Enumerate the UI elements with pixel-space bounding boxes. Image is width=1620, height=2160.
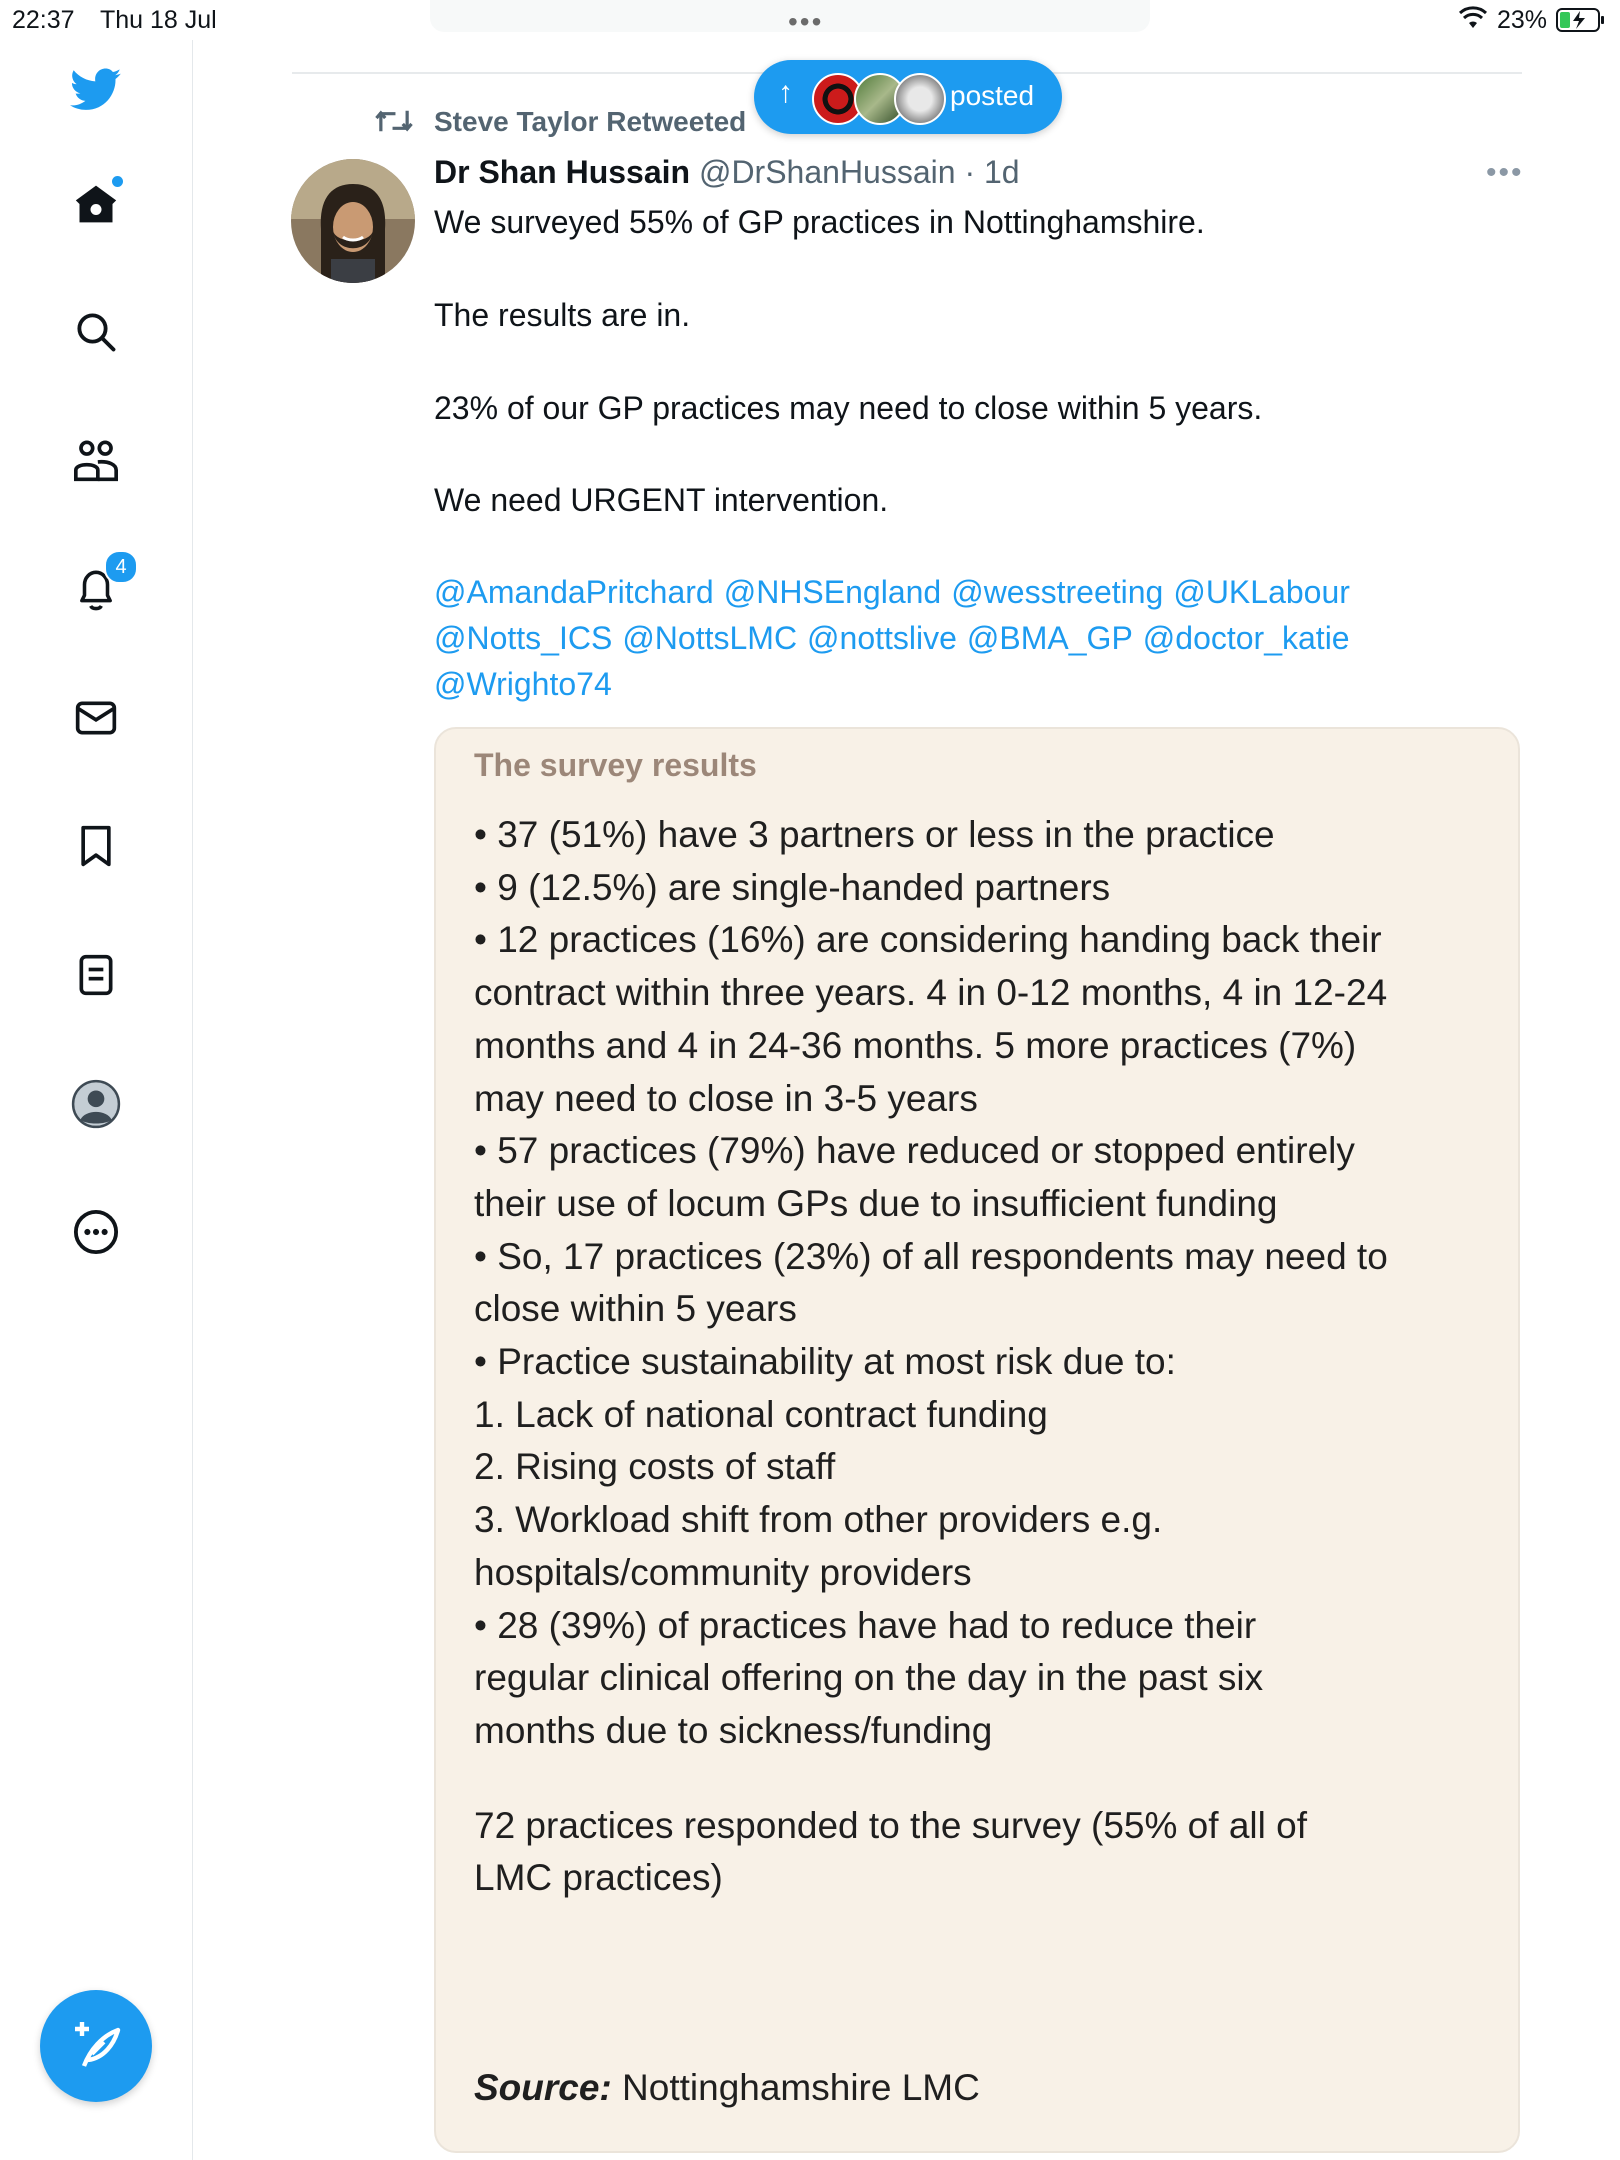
twitter-logo-icon[interactable]: [70, 64, 122, 116]
card-line: • 12 practices (16%) are considering handing back their: [474, 919, 1382, 961]
mention-link[interactable]: @BMA_GP: [966, 620, 1133, 656]
card-line: • So, 17 practices (23%) of all respondents may need to: [474, 1235, 1388, 1277]
tweet-text-line: We need URGENT intervention.: [434, 482, 889, 518]
mention-link[interactable]: @Wrighto74: [434, 666, 612, 702]
new-posts-label: posted: [950, 80, 1035, 111]
mention-link[interactable]: @UKLabour: [1173, 574, 1350, 610]
card-line: contract within three years. 4 in 0-12 months, 4 in 12-24: [474, 972, 1388, 1014]
tweet-text-line: 23% of our GP practices may need to close within 5 years.: [434, 390, 1263, 426]
card-line: months and 4 in 24-36 months. 5 more practices (7%): [474, 1024, 1357, 1066]
card-spacer: [474, 1758, 1494, 1800]
bookmarks-icon[interactable]: [70, 820, 122, 872]
card-line: • 57 practices (79%) have reduced or stopped entirely: [474, 1130, 1355, 1172]
retweeted-by-label: Steve Taylor Retweeted: [434, 106, 747, 137]
author-name[interactable]: Dr Shan Hussain: [434, 154, 691, 190]
tweet-mentions: [434, 569, 1534, 707]
source-value: Nottinghamshire LMC: [622, 2067, 980, 2108]
status-bar: [0, 0, 1620, 40]
card-line: regular clinical offering on the day in the past six: [474, 1657, 1264, 1699]
wifi-icon: [1458, 6, 1488, 35]
messages-icon[interactable]: [70, 692, 122, 744]
mention-link[interactable]: @nottslive: [807, 620, 957, 656]
card-line: close within 5 years: [474, 1288, 797, 1330]
card-line: 2. Rising costs of staff: [474, 1446, 836, 1488]
card-line: • Practice sustainability at most risk due to:: [474, 1341, 1176, 1383]
more-icon[interactable]: [70, 1206, 122, 1258]
mention-link[interactable]: @wesstreeting: [951, 574, 1164, 610]
home-icon[interactable]: [70, 178, 122, 230]
retweet-icon: [375, 106, 413, 141]
card-line: may need to close in 3-5 years: [474, 1077, 978, 1119]
status-date: Thu 18 Jul: [100, 6, 217, 34]
card-line: hospitals/community providers: [474, 1551, 972, 1593]
tweet-more-options-icon[interactable]: •••: [1486, 156, 1524, 189]
arrow-up-icon: ↑: [778, 76, 793, 109]
mention-link[interactable]: @NottsLMC: [622, 620, 798, 656]
card-line: • 28 (39%) of practices have had to reduce their: [474, 1604, 1257, 1646]
survey-results-image[interactable]: [434, 727, 1520, 2153]
mention-link[interactable]: @Notts_ICS: [434, 620, 613, 656]
status-time: 22:37: [12, 6, 75, 34]
posted-avatar-3: [894, 73, 946, 125]
lists-icon[interactable]: [70, 949, 122, 1001]
notifications-badge: 4: [104, 550, 138, 584]
author-avatar[interactable]: [291, 159, 415, 283]
tweet-text-line: We surveyed 55% of GP practices in Nottinghamshire.: [434, 204, 1205, 240]
communities-icon[interactable]: [70, 435, 122, 487]
card-line: 1. Lack of national contract funding: [474, 1393, 1048, 1435]
card-line: 72 practices responded to the survey (55% of all of: [474, 1804, 1307, 1846]
notifications-icon[interactable]: [70, 556, 127, 616]
sidebar: [0, 40, 193, 2160]
new-posts-pill[interactable]: [754, 60, 1062, 134]
card-source: [474, 2067, 980, 2109]
card-line: 3. Workload shift from other providers e.g.: [474, 1499, 1163, 1541]
mention-link[interactable]: @NHSEngland: [723, 574, 942, 610]
profile-icon[interactable]: [70, 1078, 122, 1130]
card-line: their use of locum GPs due to insufficient funding: [474, 1182, 1278, 1224]
multitask-dots-icon[interactable]: •••: [788, 6, 824, 37]
home-unread-dot: [112, 176, 123, 187]
search-icon[interactable]: [70, 306, 122, 358]
battery-percent: 23%: [1497, 6, 1548, 34]
compose-feather-icon: [70, 2020, 122, 2072]
author-handle-time[interactable]: @DrShanHussain · 1d: [698, 154, 1020, 190]
card-line: • 37 (51%) have 3 partners or less in the practice: [474, 814, 1275, 855]
tweet-header: [434, 154, 1020, 191]
battery-charging-icon: [1556, 7, 1606, 38]
card-body: [474, 809, 1494, 1905]
card-line: LMC practices): [474, 1857, 723, 1899]
source-label: Source:: [474, 2067, 612, 2108]
tweet-text-line: The results are in.: [434, 297, 691, 333]
compose-tweet-button[interactable]: [40, 1990, 152, 2102]
card-line: months due to sickness/funding: [474, 1709, 993, 1751]
card-line: • 9 (12.5%) are single-handed partners: [474, 866, 1111, 908]
mention-link[interactable]: @AmandaPritchard: [434, 574, 714, 610]
mention-link[interactable]: @doctor_katie: [1142, 620, 1350, 656]
card-title: The survey results: [474, 747, 757, 783]
